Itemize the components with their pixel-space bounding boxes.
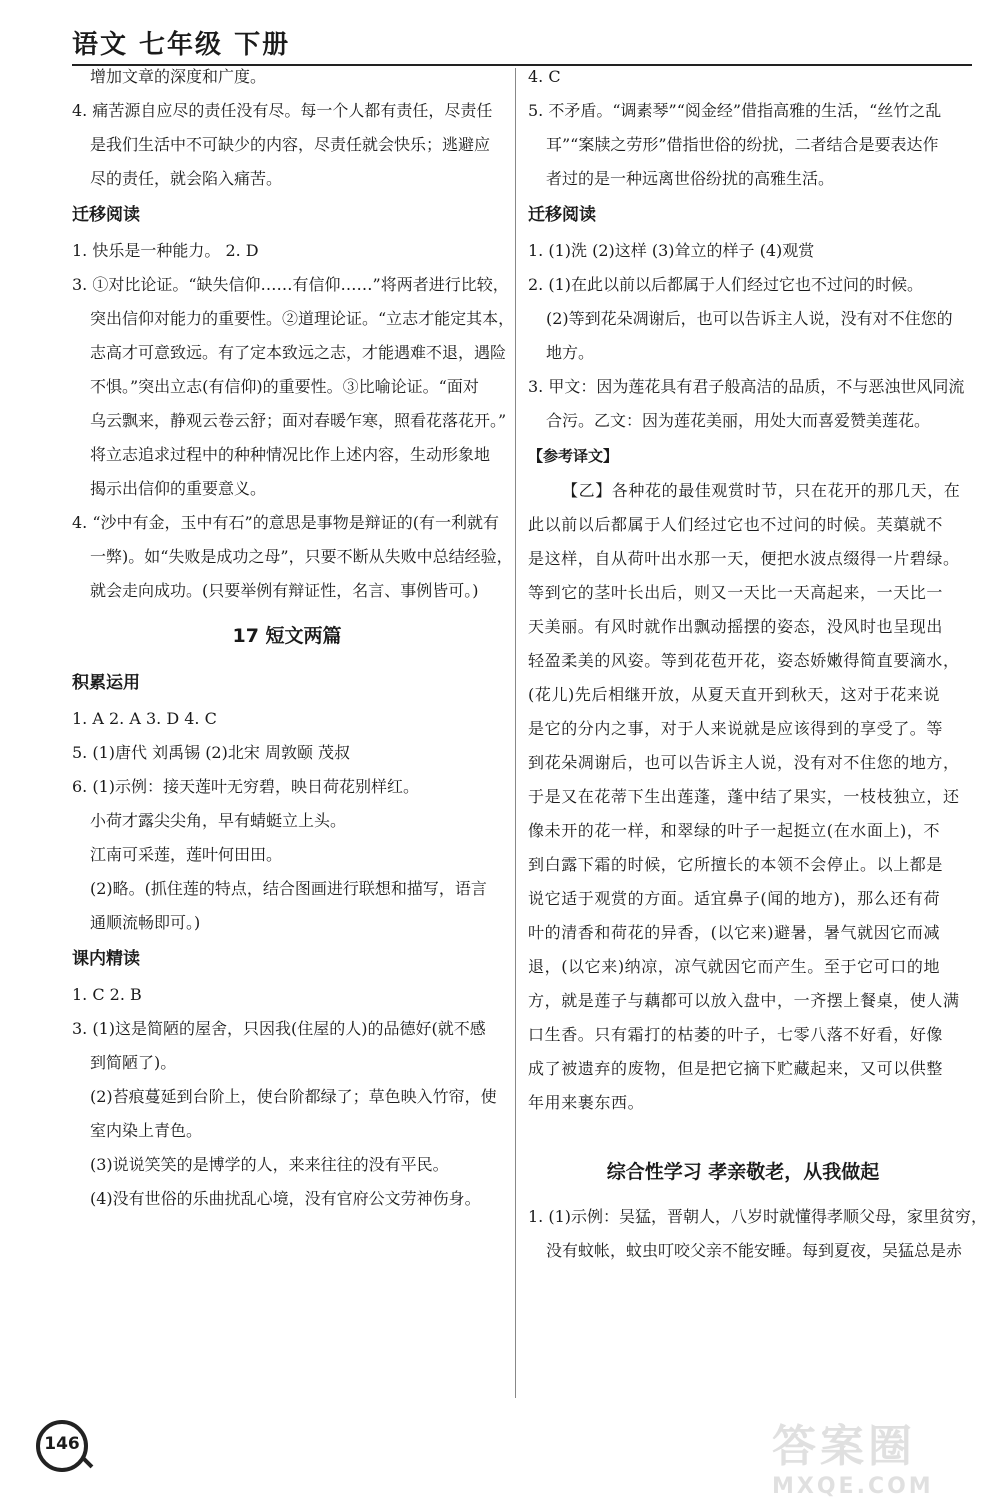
right-column (528, 60, 988, 1268)
translation-line: 于是又在花蒂下生出莲蓬，蓬中结了果实，一枝枝独立，还 (528, 787, 960, 806)
section-heading: 迁移阅读 (528, 205, 596, 225)
translation-line: 说它适于观赏的方面。适宜鼻子(闻的地方)，那么还有荷 (528, 889, 941, 908)
lesson-title: 综合性学习 孝亲敬老，从我做起 (606, 1161, 880, 1183)
text-line: 4. “沙中有金，玉中有石”的意思是事物是辩证的(有一利就有 (72, 513, 499, 532)
watermark-url: MXQE.COM (772, 1474, 934, 1499)
text-line: 江南可采莲，莲叶何田田。 (90, 845, 283, 864)
text-line: 1. 快乐是一种能力。 2. D (72, 241, 259, 260)
text-line: 4. 痛苦源自应尽的责任没有尽。每一个人都有责任，尽责任 (72, 101, 493, 120)
text-line: 到简陋了)。 (90, 1053, 177, 1072)
text-line: 3. 甲文：因为莲花具有君子般高洁的品质，不与恶浊世风同流 (528, 377, 965, 396)
translation-line: 【乙】各种花的最佳观赏时节，只在花开的那几天，在 (562, 481, 961, 500)
text-line: 志高才可意致远。有了定本致远之志，才能遇难不退，遇险 (90, 343, 507, 362)
translation-line: 年用来裹东西。 (528, 1093, 645, 1112)
translation-line: 退，(以它来)纳凉，凉气就因它而产生。至于它可口的地 (528, 957, 941, 976)
text-line: 是我们生活中不可缺少的内容，尽责任就会快乐；逃避应 (90, 135, 491, 154)
spacer (528, 1120, 958, 1144)
translation-line: 口生香。只有霜打的枯萎的叶子，七零八落不好看，好像 (528, 1025, 944, 1044)
header-title: 语文 七年级 下册 (72, 30, 291, 60)
section-heading: 迁移阅读 (72, 205, 140, 225)
text-line: 揭示出信仰的重要意义。 (90, 479, 267, 498)
text-line: (2)苔痕蔓延到台阶上，使台阶都绿了；草色映入竹帘，使 (90, 1087, 497, 1106)
translation-line: 此以前以后都属于人们经过它也不过问的时候。芙蕖就不 (528, 515, 944, 534)
translation-line: 轻盈柔美的风姿。等到花苞开花，姿态娇嫩得简直要滴水， (528, 651, 960, 670)
text-line: 5. 不矛盾。“调素琴”“阅金经”借指高雅的生活，“丝竹之乱 (528, 101, 942, 120)
translation-line: 是它的分内之事，对于人来说就是应该得到的享受了。等 (528, 719, 944, 738)
translation-line: 天美丽。有风时就作出飘动摇摆的姿态，没风时也呈现出 (528, 617, 944, 636)
text-line: 突出信仰对能力的重要性。②道理论证。“立志才能定其本， (90, 309, 515, 328)
text-line: 就会走向成功。(只要举例有辩证性，名言、事例皆可。) (90, 581, 479, 600)
page-number-badge (36, 1420, 96, 1480)
reference-tag: 【参考译文】 (528, 447, 619, 465)
text-line: 没有蚊帐，蚊虫叮咬父亲不能安睡。每到夏夜，吴猛总是赤 (546, 1241, 963, 1260)
text-line: 2. (1)在此以前以后都属于人们经过它也不过问的时候。 (528, 275, 924, 294)
watermark-logo: 答案圈 (772, 1421, 916, 1472)
text-line: 耳”“案牍之劳形”借指世俗的纷扰，二者结合是要表达作 (546, 135, 939, 154)
text-line: 地方。 (546, 343, 595, 362)
translation-line: 方，就是莲子与藕都可以放入盘中，一齐摆上餐桌，使人满 (528, 991, 960, 1010)
translation-line: 到白露下霜的时候，它所擅长的本领不会停止。以上都是 (528, 855, 944, 874)
text-line: 1. (1)示例：吴猛，晋朝人，八岁时就懂得孝顺父母，家里贫穷， (528, 1207, 988, 1226)
translation-line: 像未开的花一样，和翠绿的叶子一起挺立(在水面上)，不 (528, 821, 941, 840)
text-line: 将立志追求过程中的种种情况比作上述内容，生动形象地 (90, 445, 491, 464)
text-line: 不惧。”突出立志(有信仰)的重要性。③比喻论证。“面对 (90, 377, 479, 396)
section-heading: 积累运用 (72, 673, 140, 693)
translation-line: 到花朵凋谢后，也可以告诉主人说，没有对不住您的地方， (528, 753, 960, 772)
text-line: 3. (1)这是简陋的屋舍，只因我(住屋的人)的品德好(就不感 (72, 1019, 486, 1038)
lesson-title: 17 短文两篇 (232, 625, 342, 647)
text-line: (4)没有世俗的乐曲扰乱心境，没有官府公文劳神伤身。 (90, 1189, 481, 1208)
text-line: (2)等到花朵凋谢后，也可以告诉主人说，没有对不住您的 (546, 309, 953, 328)
text-line: 尽的责任，就会陷入痛苦。 (90, 169, 283, 188)
text-line: (2)略。(抓住莲的特点，结合图画进行联想和描写，语言 (90, 879, 487, 898)
translation-line: 是这样，自从荷叶出水那一天，便把水波点缀得一片碧绿。 (528, 549, 960, 568)
text-line: 通顺流畅即可。) (90, 913, 201, 932)
translation-line: (花儿)先后相继开放，从夏天直开到秋天，这对于花来说 (528, 685, 941, 704)
watermark (772, 1410, 972, 1499)
text-line: 3. ①对比论证。“缺失信仰……有信仰……”将两者进行比较， (72, 275, 509, 294)
page-header (72, 20, 972, 60)
text-line: 者过的是一种远离世俗纷扰的高雅生活。 (546, 169, 835, 188)
text-line: 小荷才露尖尖角，早有蜻蜓立上头。 (90, 811, 347, 830)
text-line: 室内染上青色。 (90, 1121, 203, 1140)
text-line: 4. C (528, 67, 561, 86)
section-heading: 课内精读 (72, 949, 140, 969)
text-line: 合污。乙文：因为莲花美丽，用处大而喜爱赞美莲花。 (546, 411, 931, 430)
translation-line: 等到它的茎叶长出后，则又一天比一天高起来，一天比一 (528, 583, 944, 602)
text-line: 乌云飘来，静观云卷云舒；面对春暖乍寒，照看花落花开。” (90, 411, 507, 430)
text-line: 6. (1)示例：接天莲叶无穷碧，映日荷花别样红。 (72, 777, 420, 796)
column-divider (515, 68, 516, 1398)
text-line: (3)说说笑笑的是博学的人，来来往往的没有平民。 (90, 1155, 449, 1174)
text-line: 1. C 2. B (72, 985, 142, 1004)
left-column (72, 60, 515, 1216)
translation-line: 叶的清香和荷花的异香，(以它来)避暑，暑气就因它而减 (528, 923, 941, 942)
text-line: 1. A 2. A 3. D 4. C (72, 709, 217, 728)
text-line: 一弊)。如“失败是成功之母”，只要不断从失败中总结经验， (90, 547, 513, 566)
text-line: 增加文章的深度和广度。 (90, 67, 267, 86)
text-line: 1. (1)洗 (2)这样 (3)耸立的样子 (4)观赏 (528, 241, 815, 260)
translation-line: 成了被遗弃的废物，但是把它摘下贮藏起来，又可以供整 (528, 1059, 944, 1078)
text-line: 5. (1)唐代 刘禹锡 (2)北宋 周敦颐 茂叔 (72, 743, 351, 762)
magnifier-handle (81, 1456, 94, 1469)
page-number: 146 (44, 1434, 80, 1454)
